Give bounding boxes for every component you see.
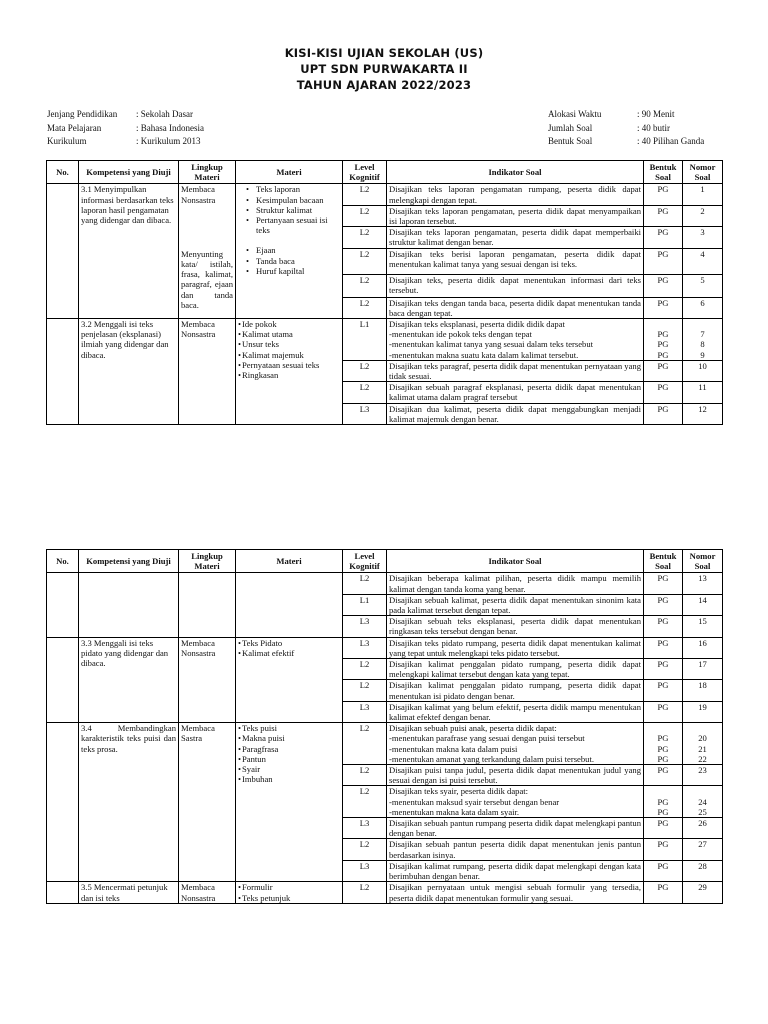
materi-item: • Ringkasan — [238, 370, 340, 380]
cell-kompetensi-3-1: 3.1 Menyimpulkan informasi berdasarkan teks laporan hasil pengamatan yang didengar dan dibaca. — [79, 184, 179, 319]
col-header-no: No. — [47, 550, 79, 573]
meta-label: Alokasi Waktu — [548, 109, 602, 119]
cell-indikator: Disajikan teks berisi laporan pengamatan, peserta didik dapat menentukan kalimat tanya yang sesuai dengan isi teks. — [387, 248, 644, 274]
cell-indikator: Disajikan kalimat penggalan pidato rumpang, peserta didik dapat melengkapi kalimat tersebut dengan kata yang tepat. — [387, 659, 644, 680]
cell-indikator — [387, 786, 644, 818]
meta-value: : Sekolah Dasar — [136, 109, 193, 119]
materi-item: • Paragfrasa — [238, 744, 340, 754]
meta-label: Bentuk Soal — [548, 136, 593, 146]
cell-nomor: 6 — [683, 297, 723, 318]
cell-nomor: 11 — [683, 382, 723, 403]
indikator-line: -menentukan makna kata dalam syair. — [389, 806, 520, 817]
cell-nomor: 2 — [683, 205, 723, 226]
meta-right — [548, 108, 704, 149]
bentuk-value: PG — [657, 743, 669, 754]
cell-level: L2 — [343, 227, 387, 248]
cell-indikator: Disajikan puisi tanpa judul, peserta didik dapat menentukan judul yang sesuai dengan isi puisi tersebut. — [387, 765, 644, 786]
cell-nomor: 27 — [683, 839, 723, 860]
bentuk-value: PG — [657, 733, 669, 744]
nomor-value: 20 — [698, 733, 707, 744]
cell-nomor: 3 — [683, 227, 723, 248]
bentuk-value: PG — [657, 806, 669, 817]
cell-bentuk: PG — [644, 297, 683, 318]
cell-indikator: Disajikan teks laporan pengamatan, peserta didik dapat menyampaikan isi laporan tersebut. — [387, 205, 644, 226]
cell-bentuk: PG — [644, 184, 683, 205]
indikator-line: -menentukan makna kata dalam puisi — [389, 743, 518, 754]
indikator-line: -menentukan ide pokok teks dengan tepat — [389, 329, 532, 340]
materi-item: • Kalimat utama — [238, 329, 340, 339]
cell-nomor: 23 — [683, 765, 723, 786]
cell-nomor: 15 — [683, 616, 723, 637]
cell-nomor: 13 — [683, 573, 723, 594]
cell-bentuk: PG — [644, 818, 683, 839]
cell-kompetensi-3-2: 3.2 Menggali isi teks penjelasan (eksplanasi) ilmiah yang didengar dan dibaca. — [79, 319, 179, 425]
materi-item: • Teks Pidato — [238, 638, 340, 648]
table-row — [47, 882, 723, 903]
cell-level: L2 — [343, 765, 387, 786]
materi-item: • Pertanyaan sesuai isi teks — [238, 215, 340, 235]
cell-bentuk — [644, 723, 683, 765]
table-row — [47, 573, 723, 594]
cell-bentuk: PG — [644, 701, 683, 722]
cell-indikator: Disajikan teks laporan pengamatan, peserta didik dapat memperbaiki struktur kalimat dengan benar. — [387, 227, 644, 248]
kisi-table-1 — [46, 160, 723, 425]
nomor-value: 25 — [698, 806, 707, 817]
bentuk-value: PG — [657, 329, 669, 340]
materi-item: • Unsur teks — [238, 339, 340, 349]
cell-materi-3-5 — [236, 882, 343, 903]
cell-nomor: 16 — [683, 637, 723, 658]
table-header-row — [47, 550, 723, 573]
meta-label: Jenjang Pendidikan — [47, 109, 118, 119]
materi-item: • Imbuhan — [238, 774, 340, 784]
cell-level: L2 — [343, 274, 387, 297]
meta-value: : 90 Menit — [637, 109, 675, 119]
cell-indikator: Disajikan sebuah kalimat, peserta didik dapat menentukan sinonim kata pada kalimat tersebut dengan tepat. — [387, 594, 644, 615]
cell-no — [47, 637, 79, 723]
materi-item: • Huruf kapiltal — [238, 266, 340, 276]
cell-indikator: Disajikan kalimat yang belum efektif, peserta didik mampu menentukan kalimat efektef dengan benar. — [387, 701, 644, 722]
materi-item: • Struktur kalimat — [238, 205, 340, 215]
materi-item: • Makna puisi — [238, 733, 340, 743]
meta-label: Mata Pelajaran — [47, 122, 102, 133]
cell-level: L2 — [343, 786, 387, 818]
indikator-line: -menentukan maksud syair tersebut dengan benar — [389, 796, 560, 807]
col-header-bentuk: Bentuk Soal — [644, 550, 683, 573]
cell-nomor: 14 — [683, 594, 723, 615]
cell-indikator: Disajikan sebuah pantun peserta didik dapat menentukan jenis pantun berdasarkan isinya. — [387, 839, 644, 860]
indikator-line: -menentukan makna suatu kata dalam kalimat tersebut. — [389, 349, 579, 360]
cell-indikator: Disajikan sebuah paragraf eksplanasi, peserta didik dapat menentukan kalimat utama dalam pragraf tersebut — [387, 382, 644, 403]
cell-nomor — [683, 786, 723, 818]
table-row — [47, 723, 723, 765]
cell-bentuk: PG — [644, 248, 683, 274]
bentuk-value: PG — [657, 349, 669, 360]
cell-bentuk: PG — [644, 860, 683, 881]
materi-item: • Ejaan — [238, 245, 340, 255]
col-header-lingkup: Lingkup Materi — [179, 161, 236, 184]
col-header-kompetensi: Kompetensi yang Diuji — [79, 161, 179, 184]
cell-indikator — [387, 723, 644, 765]
cell-bentuk: PG — [644, 882, 683, 903]
cell-lingkup-3-1 — [179, 184, 236, 319]
cell-level: L1 — [343, 319, 387, 361]
table-row — [47, 184, 723, 205]
meta-left — [47, 108, 204, 149]
cell-no — [47, 882, 79, 903]
cell-bentuk: PG — [644, 274, 683, 297]
cell-bentuk — [644, 319, 683, 361]
cell-materi-cont — [236, 573, 343, 637]
cell-bentuk: PG — [644, 360, 683, 381]
materi-item: • Pernyataan sesuai teks — [238, 360, 340, 370]
cell-level: L3 — [343, 616, 387, 637]
meta-row-jenjang — [47, 108, 204, 122]
nomor-value: 8 — [700, 339, 705, 350]
cell-nomor: 28 — [683, 860, 723, 881]
col-header-level: Level Kognitif — [343, 550, 387, 573]
cell-nomor: 19 — [683, 701, 723, 722]
cell-indikator: Disajikan sebuah pantun rumpang peserta didik dapat melengkapi pantun dengan benar. — [387, 818, 644, 839]
indikator-line: Disajikan teks eksplanasi, peserta didik didik dapat — [389, 319, 565, 330]
cell-indikator: Disajikan kalimat penggalan pidato rumpang, peserta didik dapat menentukan isi pidato dengan benar. — [387, 680, 644, 701]
meta-value: : 40 butir — [637, 122, 670, 133]
cell-level: L2 — [343, 205, 387, 226]
cell-indikator: Disajikan pernyataan untuk mengisi sebuah formulir yang tersedia, peserta didik dapat menentukan formulir yang sesuai. — [387, 882, 644, 903]
cell-materi-3-3 — [236, 637, 343, 723]
materi-item: • Pantun — [238, 754, 340, 764]
cell-nomor: 26 — [683, 818, 723, 839]
materi-item: • Kalimat majemuk — [238, 350, 340, 360]
col-header-no: No. — [47, 161, 79, 184]
cell-no — [47, 184, 79, 319]
cell-level: L2 — [343, 184, 387, 205]
cell-lingkup-3-3: Membaca Nonsastra — [179, 637, 236, 723]
cell-no — [47, 573, 79, 637]
materi-item: • Teks laporan — [238, 184, 340, 194]
cell-indikator: Disajikan dua kalimat, peserta didik dapat menggabungkan menjadi kalimat majemuk dengan benar. — [387, 403, 644, 424]
cell-bentuk: PG — [644, 839, 683, 860]
cell-bentuk: PG — [644, 227, 683, 248]
cell-nomor: 29 — [683, 882, 723, 903]
materi-item: • Syair — [238, 764, 340, 774]
table-row — [47, 319, 723, 361]
cell-bentuk: PG — [644, 573, 683, 594]
cell-indikator — [387, 319, 644, 361]
meta-value: : Bahasa Indonesia — [136, 122, 204, 133]
meta-row-alokasi — [548, 108, 704, 122]
cell-level: L2 — [343, 680, 387, 701]
cell-level: L2 — [343, 297, 387, 318]
cell-bentuk: PG — [644, 637, 683, 658]
cell-level: L3 — [343, 701, 387, 722]
cell-kompetensi-cont — [79, 573, 179, 637]
cell-bentuk: PG — [644, 382, 683, 403]
cell-indikator: Disajikan teks dengan tanda baca, peserta didik dapat menentukan tanda baca dengan tepat. — [387, 297, 644, 318]
meta-label: Jumlah Soal — [548, 122, 593, 133]
cell-lingkup-3-4: Membaca Sastra — [179, 723, 236, 882]
cell-level: L2 — [343, 573, 387, 594]
indikator-line: -menentukan kalimat tanya yang sesuai dalam teks tersebut — [389, 339, 594, 350]
materi-item: • Teks puisi — [238, 723, 340, 733]
meta-row-mapel — [47, 122, 204, 136]
table-header-row — [47, 161, 723, 184]
col-header-level: Level Kognitif — [343, 161, 387, 184]
meta-label: Kurikulum — [47, 136, 87, 146]
cell-bentuk: PG — [644, 594, 683, 615]
cell-lingkup-3-2: Membaca Nonsastra — [179, 319, 236, 425]
cell-level: L2 — [343, 382, 387, 403]
cell-indikator: Disajikan kalimat rumpang, peserta didik dapat melengkapi dengan kata berimbuhan dengan benar. — [387, 860, 644, 881]
cell-nomor: 17 — [683, 659, 723, 680]
cell-nomor: 18 — [683, 680, 723, 701]
cell-level: L1 — [343, 594, 387, 615]
col-header-kompetensi: Kompetensi yang Diuji — [79, 550, 179, 573]
cell-level: L3 — [343, 637, 387, 658]
cell-bentuk — [644, 786, 683, 818]
cell-level: L3 — [343, 860, 387, 881]
col-header-materi: Materi — [236, 550, 343, 573]
document-title-line1: KISI-KISI UJIAN SEKOLAH (US) — [284, 46, 484, 60]
col-header-lingkup: Lingkup Materi — [179, 550, 236, 573]
meta-row-kurikulum — [47, 135, 204, 149]
cell-level: L3 — [343, 403, 387, 424]
cell-indikator: Disajikan teks pidato rumpang, peserta didik dapat menentukan kalimat yang tepat untuk melengkapi teks pidato tersebut. — [387, 637, 644, 658]
cell-level: L2 — [343, 723, 387, 765]
table-row — [47, 637, 723, 658]
cell-nomor — [683, 319, 723, 361]
cell-bentuk: PG — [644, 616, 683, 637]
cell-indikator: Disajikan beberapa kalimat pilihan, peserta didik mampu memilih kalimat dengan tanda koma yang benar. — [387, 573, 644, 594]
cell-level: L2 — [343, 360, 387, 381]
cell-no — [47, 319, 79, 425]
cell-nomor: 1 — [683, 184, 723, 205]
indikator-line: -menentukan amanat yang terkandung dalam puisi tersebut. — [389, 753, 594, 764]
cell-no — [47, 723, 79, 882]
cell-level: L2 — [343, 882, 387, 903]
meta-value: : Kurikulum 2013 — [136, 136, 201, 146]
nomor-value: 21 — [698, 743, 707, 754]
cell-lingkup-cont — [179, 573, 236, 637]
materi-item: • Kesimpulan bacaan — [238, 195, 340, 205]
cell-level: L2 — [343, 839, 387, 860]
document-title-line3: TAHUN AJARAN 2022/2023 — [296, 78, 472, 92]
meta-row-jumlah — [548, 122, 704, 136]
cell-kompetensi-3-3: 3.3 Menggali isi teks pidato yang didengar dan dibaca. — [79, 637, 179, 723]
nomor-value: 9 — [700, 349, 705, 360]
nomor-value: 24 — [698, 796, 707, 807]
kisi-table-2 — [46, 549, 723, 904]
col-header-materi: Materi — [236, 161, 343, 184]
cell-bentuk: PG — [644, 765, 683, 786]
cell-bentuk: PG — [644, 659, 683, 680]
cell-nomor: 4 — [683, 248, 723, 274]
materi-item: • Kalimat efektif — [238, 648, 340, 658]
cell-kompetensi-3-5: 3.5 Mencermati petunjuk dan isi teks — [79, 882, 179, 903]
cell-indikator: Disajikan teks, peserta didik dapat menentukan informasi dari teks tersebut. — [387, 274, 644, 297]
cell-kompetensi-3-4: 3.4 Membandingkan karakteristik teks puisi dan teks prosa. — [79, 723, 179, 882]
cell-bentuk: PG — [644, 680, 683, 701]
cell-lingkup-3-5: Membaca Nonsastra — [179, 882, 236, 903]
materi-item: • Tanda baca — [238, 256, 340, 266]
cell-materi-3-2 — [236, 319, 343, 425]
indikator-line: -menentukan parafrase yang sesuai dengan puisi tersebut — [389, 733, 585, 744]
cell-level: L3 — [343, 818, 387, 839]
bentuk-value: PG — [657, 753, 669, 764]
meta-row-bentuk — [548, 135, 704, 149]
cell-indikator: Disajikan teks laporan pengamatan rumpang, peserta didik dapat melengkapi dengan tepat. — [387, 184, 644, 205]
cell-nomor: 10 — [683, 360, 723, 381]
cell-materi-3-4 — [236, 723, 343, 882]
nomor-value: 7 — [700, 329, 705, 340]
materi-item: • Teks petunjuk — [238, 893, 340, 903]
lingkup-text: Menyunting kata/ istilah, frasa, kalimat, paragraf, ejaan dan tanda baca. — [181, 248, 233, 310]
cell-level: L2 — [343, 248, 387, 274]
indikator-line: Disajikan teks syair, peserta didik dapat: — [389, 786, 529, 797]
col-header-indikator: Indikator Soal — [387, 550, 644, 573]
bentuk-value: PG — [657, 796, 669, 807]
col-header-indikator: Indikator Soal — [387, 161, 644, 184]
document-title-line2: UPT SDN PURWAKARTA II — [300, 62, 468, 76]
cell-nomor — [683, 723, 723, 765]
cell-nomor: 5 — [683, 274, 723, 297]
cell-nomor: 12 — [683, 403, 723, 424]
cell-indikator: Disajikan sebuah teks eksplanasi, peserta didik dapat menentukan ringkasan teks tersebut dengan benar. — [387, 616, 644, 637]
col-header-nomor: Nomor Soal — [683, 161, 723, 184]
lingkup-text: Membaca Nonsastra — [181, 184, 216, 205]
materi-item: • Formulir — [238, 882, 340, 892]
cell-materi-3-1 — [236, 184, 343, 319]
cell-level: L2 — [343, 659, 387, 680]
nomor-value: 22 — [698, 753, 707, 764]
cell-bentuk: PG — [644, 403, 683, 424]
materi-item: • Ide pokok — [238, 319, 340, 329]
col-header-bentuk: Bentuk Soal — [644, 161, 683, 184]
cell-indikator: Disajikan teks paragraf, peserta didik dapat menentukan pernyataan yang tidak sesuai. — [387, 360, 644, 381]
bentuk-value: PG — [657, 339, 669, 350]
col-header-nomor: Nomor Soal — [683, 550, 723, 573]
indikator-line: Disajikan sebuah puisi anak, peserta didik dapat: — [389, 723, 557, 734]
meta-value: : 40 Pilihan Ganda — [637, 136, 705, 146]
cell-bentuk: PG — [644, 205, 683, 226]
